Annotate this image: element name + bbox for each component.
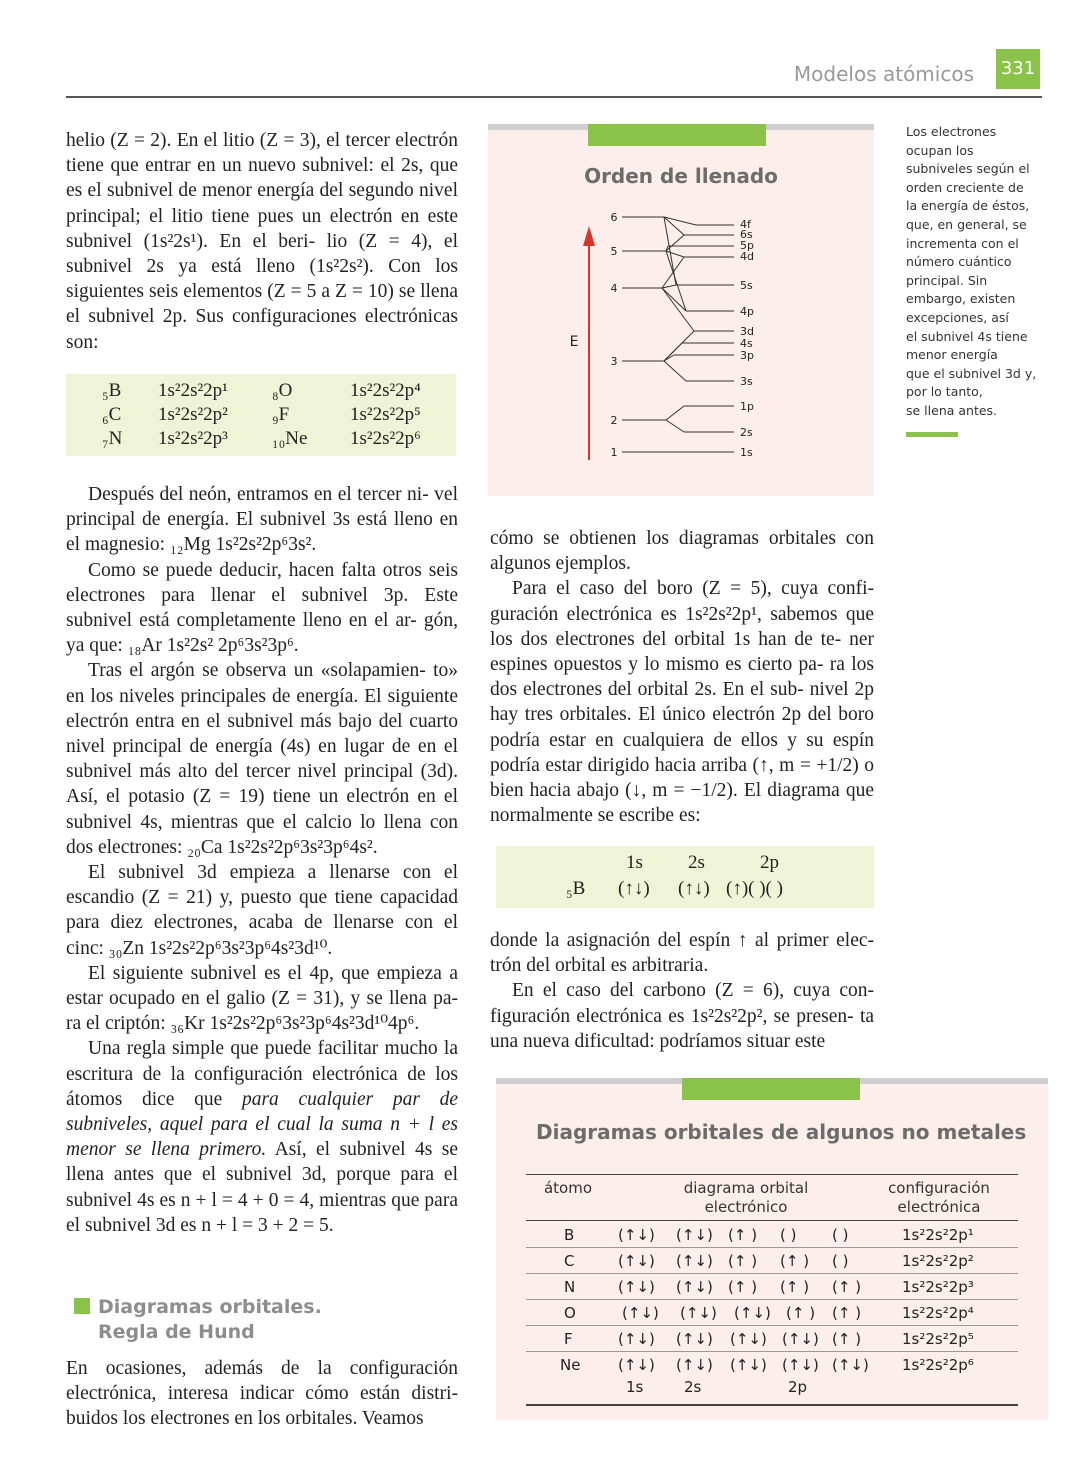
table-row: B (↑↓) (↑↓) (↑ ) ( ) ( ) 1s²2s²2p¹ — [526, 1222, 1018, 1248]
running-head: Modelos atómicos — [793, 62, 974, 86]
level-label: 2 — [610, 414, 618, 427]
config-atom: ₁₀Ne — [272, 428, 308, 449]
subshell-label: 4s — [740, 337, 753, 350]
config-value: 1s²2s²2p⁵ — [350, 404, 421, 425]
subshell-label: 4d — [740, 250, 754, 263]
config-atom: ₇N — [102, 428, 123, 449]
subshell-label: 2s — [740, 426, 753, 439]
left-paragraph-final: En ocasiones, además de la configuración electrónica, interesa indicar cómo están distri- buidos los electrones en los orbitales. Veamos — [66, 1358, 458, 1430]
boron-orbital-box — [496, 846, 874, 908]
subshell-label: 4f — [740, 218, 751, 231]
level-label: 5 — [610, 245, 618, 258]
filling-order-diagram — [488, 124, 874, 496]
table-row: N (↑↓) (↑↓) (↑ ) (↑ ) (↑ ) 1s²2s²2p³ — [526, 1274, 1018, 1300]
subshell-label: 1s — [740, 446, 753, 459]
subshell-label: 6s — [740, 228, 753, 241]
config-value: 1s²2s²2p² — [158, 404, 228, 425]
paragraph-4p: El siguiente subnivel es el 4p, que empieza a estar ocupado en el galio (Z = 31), y se llena pa- ra el criptón: ₃₆Kr 1s²2s²2p⁶3s²3p⁶4s²3d¹⁰4p⁶. — [66, 962, 458, 1035]
subshell-label: 5p — [740, 239, 754, 252]
boron-2s: (↑↓) — [678, 878, 710, 899]
level-label: 4 — [610, 282, 618, 295]
orbital-header-2s: 2s — [688, 852, 705, 873]
box-green-tab — [682, 1078, 860, 1100]
filling-order-title: Orden de llenado — [584, 164, 778, 188]
paragraph-rule: Una regla simple que puede facilitar mucho la escritura de la configuración electrónica de los átomos dice que para cualquier par de subniveles, aquel para el cual la suma n + l es menor se llena primero. Así, el subnivel 4s se llena antes que el subnivel 3d, porque para el subnivel 4s es n + l = 4 + 0 = 4, mientras que para el subnivel 3d es n + l = 3 + 2 = 5. — [66, 1038, 459, 1236]
paragraph-3d: El subnivel 3d empieza a llenarse con el escandio (Z = 21) y, puesto que tiene capacidad para diez electrones, acaba de llenarse con el cinc: ₃₀Zn 1s²2s²2p⁶3s²3p⁶4s²3d¹⁰. — [66, 862, 458, 959]
table-footer: 1s 2s 2p — [626, 1378, 808, 1396]
paragraph-argon: Como se puede deducir, hacen falta otros seis electrones para llenar el subnivel 3p. Este subnivel está completamente lleno en el ar- gón, ya que: ₁₈Ar 1s²2s² 2p⁶3s²3p⁶. — [66, 559, 459, 657]
right-paragraphs-1: cómo se obtienen los diagramas orbitales con algunos ejemplos. Para el caso del boro (Z = 5), cuya confi- guración electrónica es 1s²2s²2p¹, sabemos que los dos electrones del orbital 1s han de te- ner espines opuestos y lo mismo es cierto pa- ra los dos electrones del orbital 2s. En el sub- nivel 2p hay tres orbitales. El único electrón 2p del boro podría estar en cualquiera de ellos y su espín podría estar dirigido hacia arriba (↑, m = +1/2) o bien hacia abajo (↓, m = −1/2). El diagrama que normalmente se escribe es: — [490, 528, 875, 827]
config-atom: ₆C — [102, 404, 122, 425]
subshell-label: 4p — [740, 305, 754, 318]
header-diagram: diagrama orbital electrónico — [683, 1179, 809, 1216]
config-value: 1s²2s²2p³ — [158, 428, 228, 449]
config-value: 1s²2s²2p⁴ — [350, 380, 421, 401]
subshell-label: 3d — [740, 325, 754, 338]
paragraph-overlap: Tras el argón se observa un «solapamien- to» en los niveles principales de energía. El siguiente electrón entra en el subnivel más bajo del cuarto nivel principal de energía (4s) en lugar de en el subnivel más alto del tercer nivel principal (3d). Así, el potasio (Z = 19) tiene un electrón en el subnivel 4s, mientras que el calcio lo llena con dos electrones: ₂₀Ca 1s²2s²2p⁶3s²3p⁶4s². — [66, 660, 459, 858]
side-note-bar — [906, 432, 958, 437]
header-atom: átomo — [543, 1179, 593, 1197]
nonmetals-box — [496, 1078, 1048, 1420]
table-row: Ne (↑↓) (↑↓) (↑↓) (↑↓) (↑↓) 1s²2s²2p⁶ — [560, 1356, 974, 1374]
config-atom: ₉F — [272, 404, 290, 425]
filling-order-box — [488, 124, 874, 496]
header-config: configuración electrónica — [888, 1179, 990, 1216]
orbital-header-2p: 2p — [760, 852, 779, 873]
subshell-label: 1p — [740, 400, 754, 413]
config-atom: ₈O — [272, 380, 293, 401]
level-label: 3 — [610, 355, 618, 368]
boron-1s: (↑↓) — [618, 878, 650, 899]
section-heading: Diagramas orbitales. Regla de Hund — [74, 1295, 322, 1345]
left-paragraphs — [66, 482, 458, 1238]
energy-axis-label: E — [569, 334, 579, 350]
orbital-header-1s: 1s — [626, 852, 643, 873]
side-note: Los electrones ocupan los subniveles según el orden creciente de la energía de éstos, que, en general, se incrementa con el número cuántico principal. Sin embargo, existen excepciones, así el subnivel 4s tiene menor energía que el subnivel 3d y, por lo tanto, se llena antes. — [906, 124, 1037, 418]
table-row: C (↑↓) (↑↓) (↑ ) (↑ ) ( ) 1s²2s²2p² — [526, 1248, 1018, 1274]
paragraph-neon: Después del neón, entramos en el tercer ni- vel principal de energía. El subnivel 3s está lleno en el magnesio: ₁₂Mg 1s²2s²2p⁶3s². — [66, 484, 458, 556]
subshell-label: 5s — [740, 279, 753, 292]
subshell-label: 3p — [740, 349, 754, 362]
config-value: 1s²2s²2p⁶ — [350, 428, 421, 449]
table-row: O (↑↓) (↑↓) (↑↓) (↑ ) (↑ ) 1s²2s²2p⁴ — [526, 1300, 1018, 1326]
left-paragraph-1: helio (Z = 2). En el litio (Z = 3), el tercer electrón tiene que entrar en un nuevo subnivel: el 2s, que es el subnivel de menor energía del segundo nivel principal; el litio tiene pues un electrón en este subnivel (1s²2s¹). En el beri- lio (Z = 4), el subnivel 2s ya está lleno (1s²2s²). Con los siguientes seis elementos (Z = 5 a Z = 10) se llena el subnivel 2p. Sus configuraciones electrónicas son: — [66, 130, 459, 353]
nonmetals-title: Diagramas orbitales de algunos no metales — [536, 1120, 1027, 1144]
config-atom: ₅B — [102, 380, 122, 401]
configuration-box — [66, 374, 456, 456]
config-value: 1s²2s²2p¹ — [158, 380, 228, 401]
boron-2p: (↑)( )( ) — [726, 878, 783, 899]
boron-atom: ₅B — [566, 878, 586, 899]
energy-arrow-head — [583, 226, 595, 246]
table-row: F (↑↓) (↑↓) (↑↓) (↑↓) (↑ ) 1s²2s²2p⁵ — [526, 1326, 1018, 1352]
right-paragraphs-2: donde la asignación del espín ↑ al primer elec- trón del orbital es arbitraria. En el caso del carbono (Z = 6), cuya con- figuración electrónica es 1s²2s²2p², se presen- ta una nueva dificultad: podríamos situar este — [490, 930, 875, 1052]
header-rule — [66, 96, 1042, 98]
level-label: 1 — [610, 446, 618, 459]
level-label: 6 — [610, 211, 618, 224]
subshell-label: 3s — [740, 375, 753, 388]
page-number: 331 — [996, 49, 1040, 89]
heading-marker — [74, 1298, 90, 1314]
